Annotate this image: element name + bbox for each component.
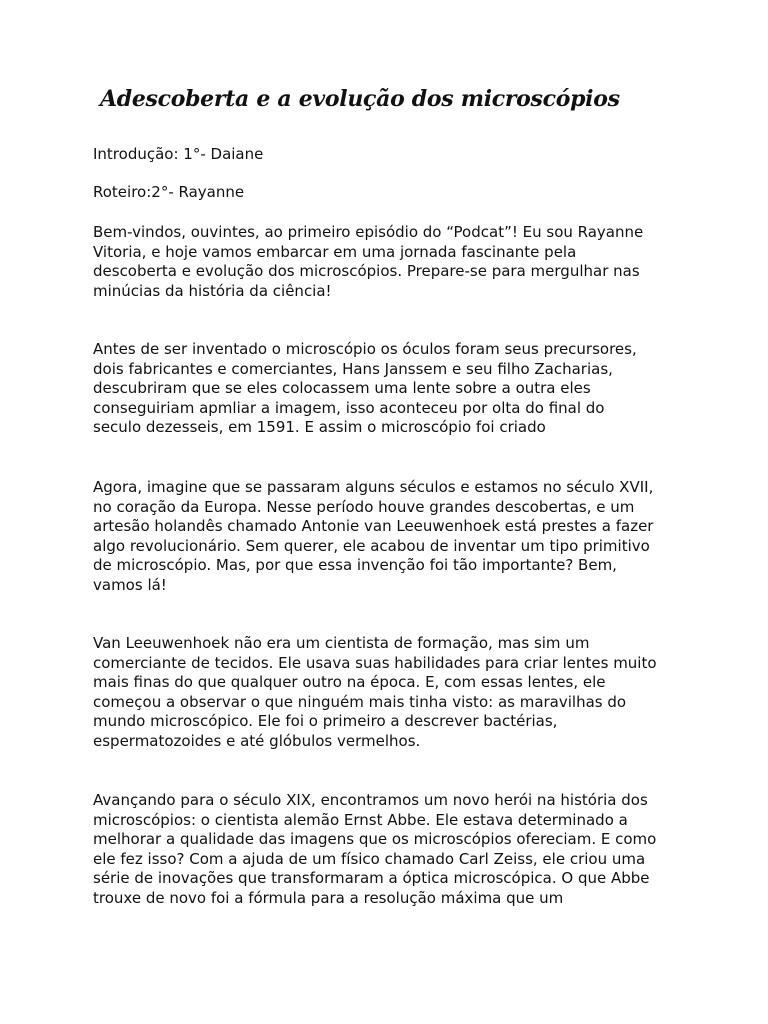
paragraph-line: mundo microscópico. Ele foi o primeiro a descrever bactérias, (93, 712, 558, 731)
paragraph-line: melhorar a qualidade das imagens que os microscópios ofereciam. E como (93, 830, 657, 849)
paragraph-line: mais finas do que qualquer outro na época. E, com essas lentes, ele (93, 673, 606, 692)
paragraph-line: dois fabricantes e comerciantes, Hans Janssem e seu filho Zacharias, (93, 359, 613, 378)
paragraph-line: trouxe de novo foi a fórmula para a resolução máxima que um (93, 888, 564, 907)
paragraph-leeuwenhoek-intro (93, 478, 693, 596)
paragraph-line: microscópios: o cientista alemão Ernst Abbe. Ele estava determinado a (93, 810, 628, 829)
paragraph-line: no coração da Europa. Nesse período houve grandes descobertas, e um (93, 497, 635, 516)
paragraph-line: descoberta e evolução dos microscópios. Prepare-se para mergulhar nas (93, 262, 640, 281)
paragraph-line: de microscópio. Mas, por que essa invenção foi tão importante? Bem, (93, 556, 617, 575)
paragraph-leeuwenhoek-work (93, 634, 693, 752)
paragraph-origin (93, 340, 693, 438)
paragraph-line: série de inovações que transformaram a óptica microscópica. O que Abbe (93, 869, 650, 888)
paragraph-line: espermatozoides e até glóbulos vermelhos. (93, 731, 421, 750)
paragraph-line: Agora, imagine que se passaram alguns séculos e estamos no século XVII, (93, 478, 654, 496)
paragraph-welcome (93, 223, 693, 301)
paragraph-line: começou a observar o que ninguém mais tinha visto: as maravilhas do (93, 692, 627, 711)
paragraph-line: descubriram que se eles colocassem uma lente sobre a outra eles (93, 379, 591, 398)
paragraph-line: comerciante de tecidos. Ele usava suas habilidades para criar lentes muito (93, 653, 657, 672)
paragraph-line: vamos lá! (93, 575, 167, 594)
paragraph-line: artesão holandês chamado Antonie van Leeuwenhoek está prestes a fazer (93, 517, 654, 536)
paragraph-line: seculo dezesseis, em 1591. E assim o microscópio foi criado (93, 418, 546, 437)
paragraph-line: ele fez isso? Com a ajuda de um físico chamado Carl Zeiss, ele criou uma (93, 849, 646, 868)
paragraph-line: minúcias da história da ciência! (93, 281, 332, 300)
paragraph-line: Antes de ser inventado o microscópio os óculos foram seus precursores, (93, 340, 637, 358)
paragraph-abbe (93, 791, 693, 909)
paragraph-line: Bem-vindos, ouvintes, ao primeiro episódio do “Podcat”! Eu sou Rayanne (93, 223, 644, 241)
intro-line: Introdução: 1°- Daiane (93, 145, 264, 163)
paragraph-line: conseguiriam apmliar a imagem, isso aconteceu por olta do final do (93, 398, 605, 417)
paragraph-line: Van Leeuwenhoek não era um cientista de formação, mas sim um (93, 634, 590, 652)
roteiro-line: Roteiro:2°- Rayanne (93, 183, 245, 201)
paragraph-line: Vitoria, e hoje vamos embarcar em uma jornada fascinante pela (93, 242, 577, 261)
paragraph-line: algo revolucionário. Sem querer, ele acabou de inventar um tipo primitivo (93, 536, 650, 555)
document-title: Adescoberta e a evolução dos microscópios (100, 86, 620, 112)
paragraph-line: Avançando para o século XIX, encontramos um novo herói na história dos (93, 791, 648, 809)
